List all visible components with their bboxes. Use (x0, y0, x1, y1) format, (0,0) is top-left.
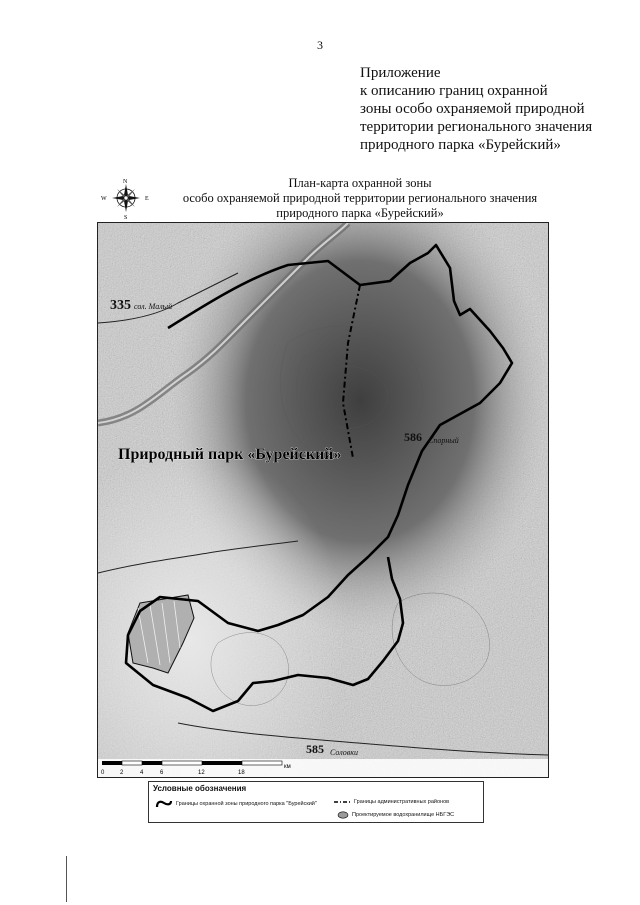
map-legend (148, 781, 484, 823)
legend-item-label-1: Границы охранной зоны природного парка "Бурейский" (176, 801, 317, 807)
scale-tick-0: 0 (101, 770, 105, 776)
legend-item-district-boundary (333, 799, 449, 805)
legend-item-reservoir (337, 811, 454, 819)
map-number-label-2: 586 (404, 430, 422, 444)
legend-item-label-3: Проектируемое водохранилище НБГЭС (352, 812, 455, 818)
legend-item-label-2: Границы административных районов (354, 799, 450, 805)
compass-n-label: N (123, 179, 128, 185)
dashed-boundary-icon (333, 799, 351, 805)
reservoir-icon (337, 811, 349, 819)
legend-title: Условные обозначения (153, 784, 247, 793)
scale-unit: км (284, 764, 291, 770)
appendix-line-2: к описанию границ охранной (360, 83, 548, 99)
topographic-map[interactable] (98, 223, 549, 778)
map-place-label-2: Соловки (330, 748, 358, 757)
compass-w-label: W (101, 196, 107, 202)
appendix-line-5: природного парка «Бурейский» (360, 137, 561, 153)
scale-tick-12: 12 (198, 770, 205, 776)
compass-e-label: E (145, 196, 149, 202)
appendix-line-4: территории регионального значения (360, 119, 593, 135)
appendix-line-3: зоны особо охраняемой природной (360, 101, 585, 117)
scale-tick-18: 18 (238, 770, 245, 776)
appendix-note (360, 64, 630, 154)
map-place-label-1: сол. Малый (134, 302, 173, 311)
map-title-line-1: План-карта охранной зоны (288, 176, 432, 190)
map-title (150, 176, 570, 221)
boundary-line-icon (155, 799, 173, 809)
scale-tick-6: 6 (160, 770, 164, 776)
map-number-label-3: 585 (306, 742, 324, 756)
map-title-line-3: природного парка «Бурейский» (276, 206, 444, 220)
map-title-line-2: особо охраняемой природной территории регионального значения (182, 191, 538, 205)
legend-item-protection-zone (155, 799, 317, 809)
park-label: Природный парк «Бурейский» (118, 446, 342, 463)
map-panel[interactable] (97, 222, 549, 778)
compass-s-label: S (124, 215, 128, 220)
map-number-label-1: 335 (110, 298, 131, 313)
scale-tick-4: 4 (140, 770, 144, 776)
map-place-label-3: Спорный (428, 436, 459, 445)
page-number: 3 (317, 38, 323, 52)
scan-edge-mark (66, 856, 67, 902)
scale-tick-2: 2 (120, 770, 124, 776)
compass-rose-icon (100, 176, 152, 220)
scale-bar (98, 759, 549, 778)
appendix-line-1: Приложение (360, 65, 441, 81)
